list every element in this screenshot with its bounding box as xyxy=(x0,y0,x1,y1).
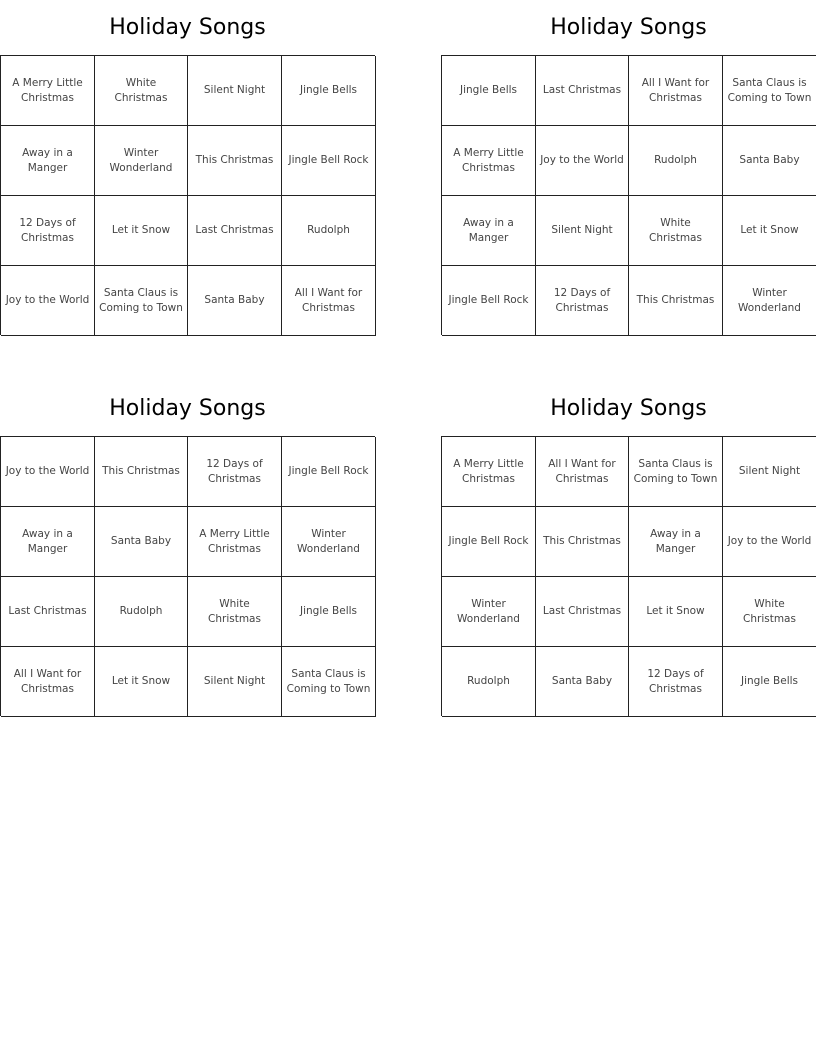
bingo-grid xyxy=(0,55,375,335)
bingo-cell: Winter Wonderland xyxy=(282,507,376,577)
bingo-cell: Silent Night xyxy=(188,56,282,126)
bingo-cell: Let it Snow xyxy=(629,577,723,647)
card-title: Holiday Songs xyxy=(550,396,707,421)
bingo-cell: All I Want for Christmas xyxy=(1,647,95,717)
bingo-cell: Away in a Manger xyxy=(442,196,536,266)
bingo-cell: Santa Claus is Coming to Town xyxy=(282,647,376,717)
bingo-cell: All I Want for Christmas xyxy=(629,56,723,126)
bingo-cell: A Merry Little Christmas xyxy=(442,126,536,196)
bingo-cell: A Merry Little Christmas xyxy=(188,507,282,577)
bingo-cell: Winter Wonderland xyxy=(442,577,536,647)
card-title: Holiday Songs xyxy=(109,396,266,421)
bingo-cell: Winter Wonderland xyxy=(723,266,816,336)
bingo-cell: White Christmas xyxy=(188,577,282,647)
bingo-grid xyxy=(441,436,816,716)
card-title: Holiday Songs xyxy=(550,15,707,40)
bingo-grid xyxy=(0,436,375,716)
bingo-cell: Santa Baby xyxy=(95,507,188,577)
bingo-cell: Jingle Bells xyxy=(723,647,816,717)
bingo-cell: Rudolph xyxy=(282,196,376,266)
bingo-cell: Silent Night xyxy=(723,437,816,507)
bingo-cell: Joy to the World xyxy=(1,437,95,507)
bingo-cell: White Christmas xyxy=(629,196,723,266)
bingo-cell: White Christmas xyxy=(95,56,188,126)
bingo-cell: 12 Days of Christmas xyxy=(1,196,95,266)
bingo-cell: Let it Snow xyxy=(95,647,188,717)
bingo-cell: Jingle Bells xyxy=(282,577,376,647)
card-title: Holiday Songs xyxy=(109,15,266,40)
bingo-cell: Winter Wonderland xyxy=(95,126,188,196)
bingo-cell: Santa Baby xyxy=(723,126,816,196)
bingo-cell: Jingle Bell Rock xyxy=(282,126,376,196)
bingo-cell: Last Christmas xyxy=(188,196,282,266)
bingo-cell: Away in a Manger xyxy=(1,126,95,196)
bingo-cell: 12 Days of Christmas xyxy=(188,437,282,507)
bingo-cell: Joy to the World xyxy=(536,126,629,196)
bingo-cell: This Christmas xyxy=(536,507,629,577)
bingo-cell: Last Christmas xyxy=(1,577,95,647)
bingo-cell: Jingle Bell Rock xyxy=(282,437,376,507)
bingo-cell: White Christmas xyxy=(723,577,816,647)
bingo-cell: Santa Claus is Coming to Town xyxy=(629,437,723,507)
bingo-cell: This Christmas xyxy=(188,126,282,196)
bingo-cell: Away in a Manger xyxy=(629,507,723,577)
bingo-cell: Joy to the World xyxy=(723,507,816,577)
bingo-cell: Rudolph xyxy=(95,577,188,647)
bingo-cell: This Christmas xyxy=(629,266,723,336)
bingo-cell: Jingle Bell Rock xyxy=(442,507,536,577)
bingo-cell: All I Want for Christmas xyxy=(536,437,629,507)
bingo-cell: Silent Night xyxy=(188,647,282,717)
bingo-cell: Silent Night xyxy=(536,196,629,266)
bingo-grid xyxy=(441,55,816,335)
bingo-cell: 12 Days of Christmas xyxy=(536,266,629,336)
bingo-cell: Away in a Manger xyxy=(1,507,95,577)
bingo-cell: 12 Days of Christmas xyxy=(629,647,723,717)
bingo-cell: Rudolph xyxy=(442,647,536,717)
bingo-cell: Rudolph xyxy=(629,126,723,196)
bingo-cell: All I Want for Christmas xyxy=(282,266,376,336)
bingo-cell: Santa Claus is Coming to Town xyxy=(95,266,188,336)
bingo-cell: Jingle Bells xyxy=(442,56,536,126)
bingo-cell: Santa Baby xyxy=(536,647,629,717)
bingo-cell: A Merry Little Christmas xyxy=(442,437,536,507)
bingo-cell: Let it Snow xyxy=(95,196,188,266)
bingo-cell: Santa Baby xyxy=(188,266,282,336)
bingo-cell: Jingle Bells xyxy=(282,56,376,126)
bingo-cell: Joy to the World xyxy=(1,266,95,336)
bingo-cell: This Christmas xyxy=(95,437,188,507)
bingo-cell: Last Christmas xyxy=(536,56,629,126)
bingo-cell: Santa Claus is Coming to Town xyxy=(723,56,816,126)
bingo-cell: A Merry Little Christmas xyxy=(1,56,95,126)
bingo-cell: Last Christmas xyxy=(536,577,629,647)
bingo-cell: Let it Snow xyxy=(723,196,816,266)
bingo-cell: Jingle Bell Rock xyxy=(442,266,536,336)
